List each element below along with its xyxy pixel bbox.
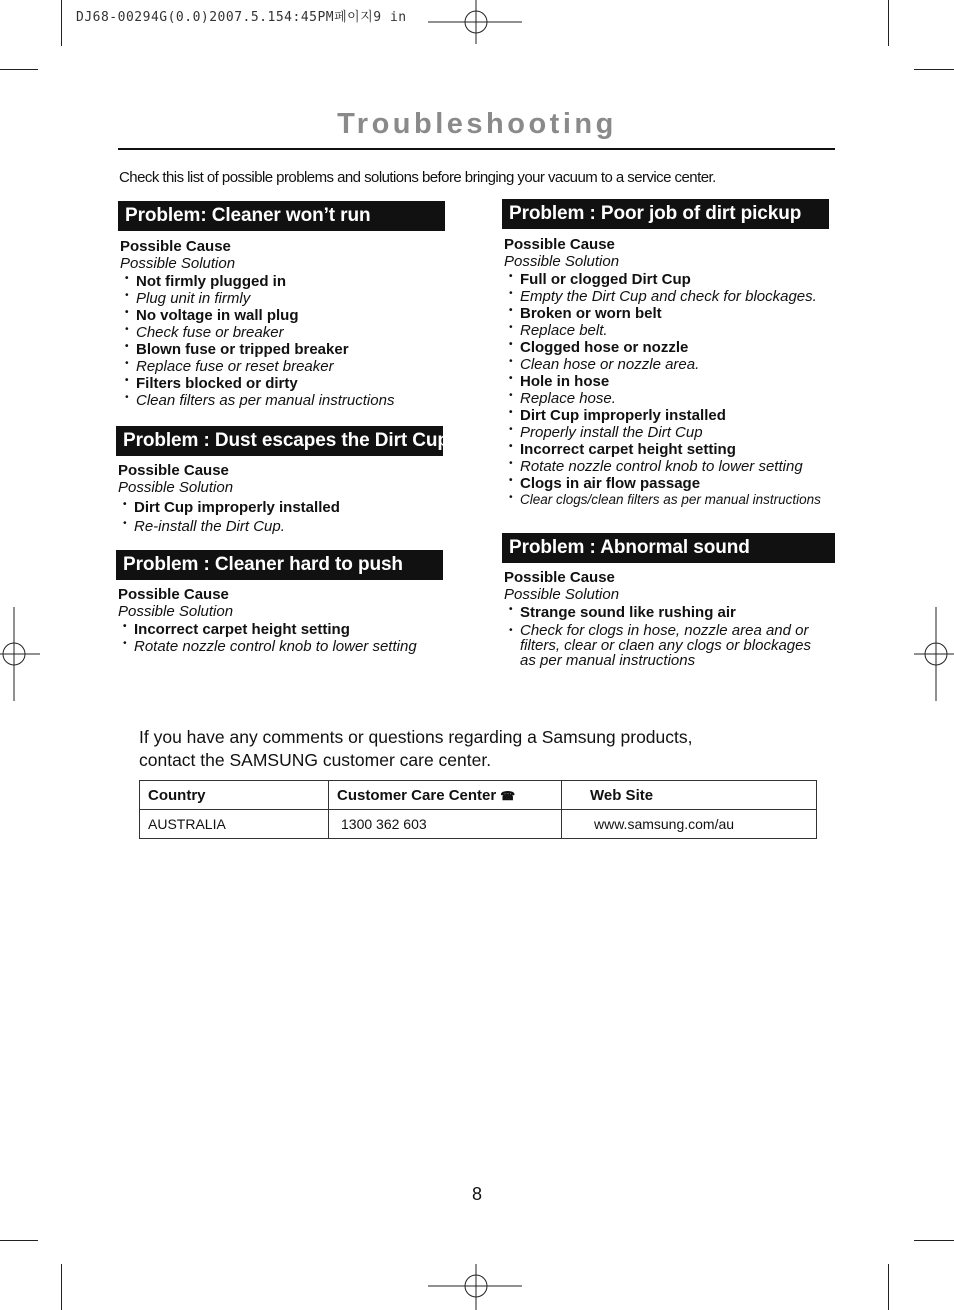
cause-item: • Hole in hose: [509, 373, 610, 390]
table-cell-country: AUSTRALIA: [140, 810, 329, 839]
table-header-country: Country: [140, 781, 329, 810]
solution-item: • Empty the Dirt Cup and check for blockages.: [509, 288, 817, 305]
registration-mark-icon: [428, 0, 524, 44]
solution-label: Possible Solution: [118, 479, 234, 496]
solution-item: • Plug unit in firmly: [125, 290, 251, 307]
solution-label: Possible Solution: [118, 603, 234, 620]
cause-item: • Not firmly plugged in: [125, 273, 286, 290]
solution-item: • Rotate nozzle control knob to lower setting: [509, 458, 803, 475]
solution-label: Possible Solution: [120, 255, 236, 272]
cause-label: Possible Cause: [120, 238, 231, 255]
problem-heading: Problem : Poor job of dirt pickup: [502, 199, 829, 229]
registration-mark-icon: [428, 1264, 524, 1310]
problem-section: [120, 238, 394, 409]
cause-label: Possible Cause: [118, 586, 229, 603]
crop-mark: [0, 1240, 38, 1241]
title-divider: [118, 148, 835, 150]
cause-label: Possible Cause: [504, 236, 615, 253]
solution-item: • Check for clogs in hose, nozzle area and or filters, clear or claen any clogs or blockages as per manual instructions: [509, 622, 811, 669]
cause-item: • Incorrect carpet height setting: [509, 441, 736, 458]
cause-label: Possible Cause: [504, 569, 615, 586]
cause-item: • Full or clogged Dirt Cup: [509, 271, 691, 288]
contact-message: [139, 726, 693, 772]
table-cell-phone: 1300 362 603: [329, 810, 562, 839]
crop-mark: [61, 1264, 62, 1310]
solution-item: • Clear clogs/clean filters as per manual instructions: [509, 492, 821, 507]
cause-item: • Blown fuse or tripped breaker: [125, 341, 349, 358]
cause-item: • Dirt Cup improperly installed: [123, 499, 340, 516]
problem-section: [504, 236, 821, 507]
page-title: Troubleshooting: [337, 108, 617, 140]
crop-mark: [914, 1240, 954, 1241]
registration-mark-icon: [0, 607, 40, 701]
problem-section: [118, 586, 417, 655]
solution-item: • Properly install the Dirt Cup: [509, 424, 703, 441]
problem-heading: Problem : Dust escapes the Dirt Cup: [116, 426, 443, 456]
cause-item: • Strange sound like rushing air: [509, 604, 736, 621]
crop-mark: [0, 69, 38, 70]
solution-item: • Clean hose or nozzle area.: [509, 356, 700, 373]
cause-item: • Clogs in air flow passage: [509, 475, 701, 492]
crop-mark: [888, 1264, 889, 1310]
contact-table: [139, 780, 817, 839]
registration-mark-icon: [914, 607, 954, 701]
crop-mark: [888, 0, 889, 46]
cause-item: • Filters blocked or dirty: [125, 375, 298, 392]
solution-item: • Re-install the Dirt Cup.: [123, 518, 285, 535]
problem-heading: Problem : Abnormal sound: [502, 533, 835, 563]
print-slug: DJ68-00294G(0.0)2007.5.154:45PM페이지9 in: [76, 10, 407, 25]
problem-section: [118, 462, 340, 535]
crop-mark: [914, 69, 954, 70]
table-cell-website: www.samsung.com/au: [562, 810, 817, 839]
solution-label: Possible Solution: [504, 253, 620, 270]
cause-item: • No voltage in wall plug: [125, 307, 299, 324]
contact-line: contact the SAMSUNG customer care center.: [139, 750, 492, 770]
problem-heading: Problem : Cleaner hard to push: [116, 550, 443, 580]
table-header-row: [140, 781, 817, 810]
table-header-care-center: Customer Care Center ☎: [329, 781, 562, 810]
solution-item: • Rotate nozzle control knob to lower setting: [123, 638, 417, 655]
solution-item: • Check fuse or breaker: [125, 324, 284, 341]
cause-item: • Clogged hose or nozzle: [509, 339, 689, 356]
cause-item: • Incorrect carpet height setting: [123, 621, 350, 638]
solution-label: Possible Solution: [504, 586, 620, 603]
table-header-website: Web Site: [562, 781, 817, 810]
crop-mark: [61, 0, 62, 46]
solution-item: • Replace fuse or reset breaker: [125, 358, 334, 375]
cause-item: • Broken or worn belt: [509, 305, 662, 322]
contact-line: If you have any comments or questions regarding a Samsung products,: [139, 727, 693, 747]
cause-label: Possible Cause: [118, 462, 229, 479]
solution-item: • Clean filters as per manual instructions: [125, 392, 395, 409]
telephone-icon: ☎: [500, 788, 516, 803]
cause-item: • Dirt Cup improperly installed: [509, 407, 726, 424]
problem-heading: Problem: Cleaner won’t run: [118, 201, 445, 231]
problem-section: [504, 569, 830, 668]
solution-item: • Replace hose.: [509, 390, 616, 407]
page-number: 8: [471, 1184, 482, 1204]
intro-text: Check this list of possible problems and solutions before bringing your vacuum to a service center.: [119, 169, 716, 186]
table-row: [140, 810, 817, 839]
solution-item: • Replace belt.: [509, 322, 608, 339]
